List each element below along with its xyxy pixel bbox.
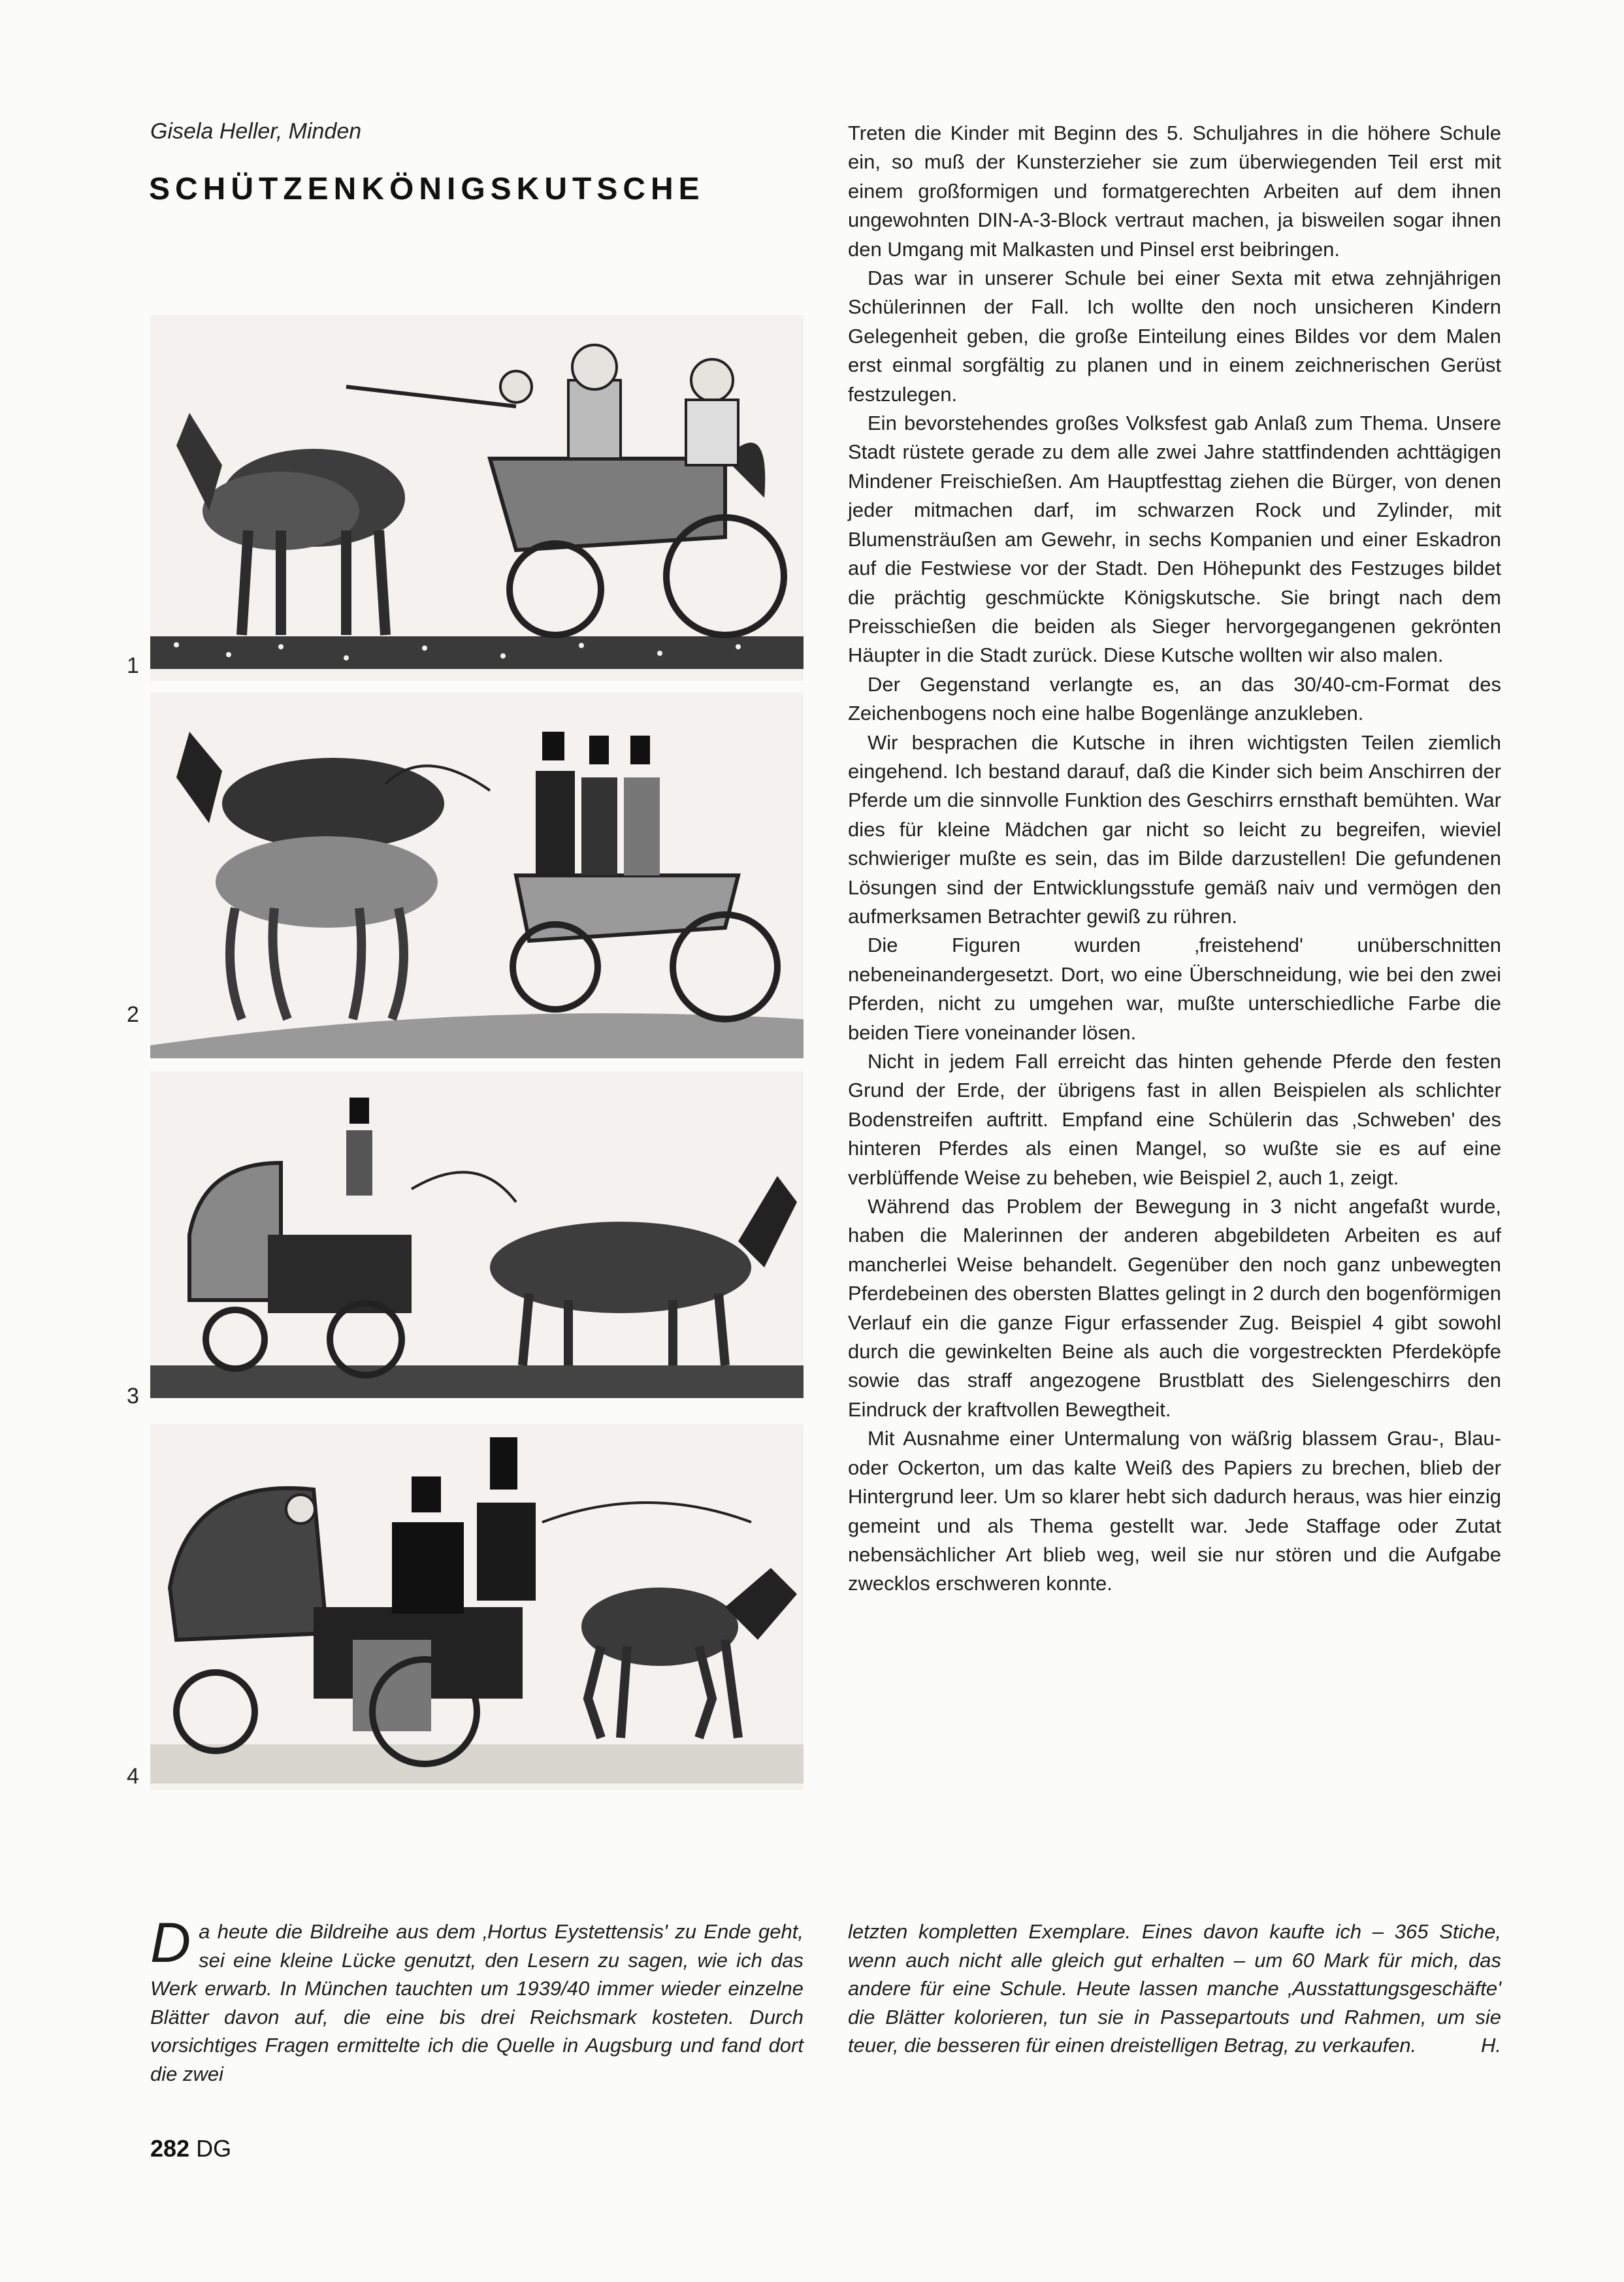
figure-2	[150, 693, 804, 1058]
figure-3-number: 3	[127, 1384, 139, 1409]
body-paragraph: Treten die Kinder mit Beginn des 5. Schuljahres in die höhere Schule ein, so muß der Kunsterzieher sie zum überwiegenden Teil erst mit einem großformigen und formatgerechten Arbeiten auf dem ihnen ungewohnten DIN-A-3-Block vertraut machen, ja bisweilen sogar ihnen den Umgang mit Malkasten und Pinsel erst beibringen.	[848, 122, 1501, 261]
figure-2-number: 2	[127, 1002, 139, 1027]
figure-2-drawing	[150, 693, 804, 1058]
editor-signature: H.	[1481, 2034, 1501, 2057]
body-paragraph: Während das Problem der Bewegung in 3 nicht angefaßt wurde, haben die Malerinnen der anderen abgebildeten Arbeiten es auf mancherlei Weise behandelt. Gegenüber den noch ganz unbewegten Pferdebeinen des obersten Blattes gelingt in 2 durch den bogenförmigen Verlauf ein die ganze Figur erfassender Zug. Beispiel 4 gibt sowohl durch die gewinkelten Beine als auch die vorgestreckten Pferdeköpfe sowie das straff angezogene Brustblatt des Sielengeschirrs den Eindruck der kraftvollen Bewegtheit.	[848, 1195, 1501, 1421]
figure-1	[150, 315, 804, 681]
figure-1-number: 1	[127, 653, 139, 678]
page-number: 282	[150, 2135, 190, 2162]
page-footer	[150, 2135, 231, 2162]
article-body	[848, 119, 1501, 1599]
body-paragraph: Ein bevorstehendes großes Volksfest gab Anlaß zum Thema. Unsere Stadt rüstete gerade zu dem alle zwei Jahre stattfindenden achttägigen Mindener Freischießen. Am Hauptfesttag ziehen die Bürger, von denen jeder mitmachen darf, im schwarzen Rock und Zylinder, mit Blumensträußen am Gewehr, in sechs Kompanien und einer Eskadron auf die Festwiese vor der Stadt. Den Höhepunkt des Festzuges bildet die prächtig geschmückte Königskutsche. Sie bringt nach dem Preisschießen die beiden als Sieger hervorgegangenen gekrönten Häupter in die Stadt zurück. Diese Kutsche wollten wir also malen.	[848, 412, 1501, 667]
journal-abbrev: DG	[196, 2135, 232, 2162]
body-paragraph: Mit Ausnahme einer Untermalung von wäßrig blassem Grau-, Blau- oder Ockerton, um das kalte Weiß des Papiers zu brechen, blieb der Hintergrund leer. Um so klarer hebt sich dadurch heraus, was hier einzig gemeint und als Thema gestellt war. Jede Staffage oder Zutat nebensächlicher Art blieb weg, weil sie nur stören und die Aufgabe zwecklos erschweren konnte.	[848, 1427, 1501, 1595]
article-title: SCHÜTZENKÖNIGSKUTSCHE	[149, 172, 705, 206]
figure-4-drawing	[150, 1424, 804, 1790]
figure-4-number: 4	[127, 1764, 139, 1789]
body-paragraph: Wir besprachen die Kutsche in ihren wichtigsten Teilen ziemlich eingehend. Ich bestand darauf, daß die Kinder sich beim Anschirren der Pferde um die sinnvolle Funktion des Geschirrs ernsthaft bemühten. War dies für kleine Mädchen gar nicht so leicht zu begreifen, wieviel schwieriger mußte es sein, das im Bilde darzustellen! Die gefundenen Lösungen sind der Entwicklungsstufe gemäß naiv und vermögen den aufmerksamen Betrachter gewiß zu rühren.	[848, 730, 1501, 928]
author-line: Gisela Heller, Minden	[150, 119, 362, 144]
editor-note-left-text: a heute die Bildreihe aus dem ‚Hortus Eystettensis' zu Ende geht, sei eine kleine Lücke genutzt, den Lesern zu sagen, wie ich das Werk erwarb. In München tauchten um 1939/40 immer wieder einzelne Blätter davon auf, die eine bis drei Reichsmark kosteten. Durch vorsichtiges Fragen ermittelte ich die Quelle in Augsburg und fand dort die zwei	[150, 1920, 804, 2085]
editor-note-left	[150, 1912, 804, 2089]
body-paragraph: Nicht in jedem Fall erreicht das hinten gehende Pferde den festen Grund der Erde, der übrigens fast in allen Beispielen als schlichter Bodenstreifen auftritt. Empfand eine Schülerin das ‚Schweben' des hinteren Pferdes als einen Mangel, so wußte sie es auf eine verblüffende Weise zu beheben, wie Beispiel 2, auch 1, zeigt.	[848, 1050, 1501, 1189]
drop-cap: D	[150, 1912, 191, 1974]
figure-3	[150, 1071, 804, 1398]
body-paragraph: Das war in unserer Schule bei einer Sexta mit etwa zehnjährigen Schülerinnen der Fall. Ich wollte den noch unsicheren Kindern Gelegenheit geben, die große Einteilung eines Bildes vor dem Malen erst einmal sorgfältig zu planen und in einem zeichnerischen Gerüst festzulegen.	[848, 267, 1501, 406]
body-paragraph: Die Figuren wurden ‚freistehend' unüberschnitten nebeneinandergesetzt. Dort, wo eine Überschneidung, wie bei den zwei Pferden, nicht zu umgehen war, mußte unterschiedliche Farbe die beiden Tiere voneinander lösen.	[848, 934, 1501, 1044]
figure-3-drawing	[150, 1071, 804, 1398]
figure-4	[150, 1424, 804, 1790]
figure-1-drawing	[150, 315, 804, 681]
editor-note-right-text: letzten kompletten Exemplare. Eines davon kaufte ich – 365 Stiche, wenn auch nicht alle gleich gut erhalten – um 60 Mark für mich, das andere für eine Schule. Heute lassen manche ‚Ausstattungsgeschäfte' die Blätter kolorieren, tun sie in Passepartouts und Rahmen, um sie teuer, die besseren für einen dreistelligen Betrag, zu verkaufen.	[848, 1920, 1501, 2057]
body-paragraph: Der Gegenstand verlangte es, an das 30/40-cm-Format des Zeichenbogens noch eine halbe Bogenlänge anzukleben.	[848, 672, 1501, 725]
editor-note-right	[848, 1917, 1501, 2060]
